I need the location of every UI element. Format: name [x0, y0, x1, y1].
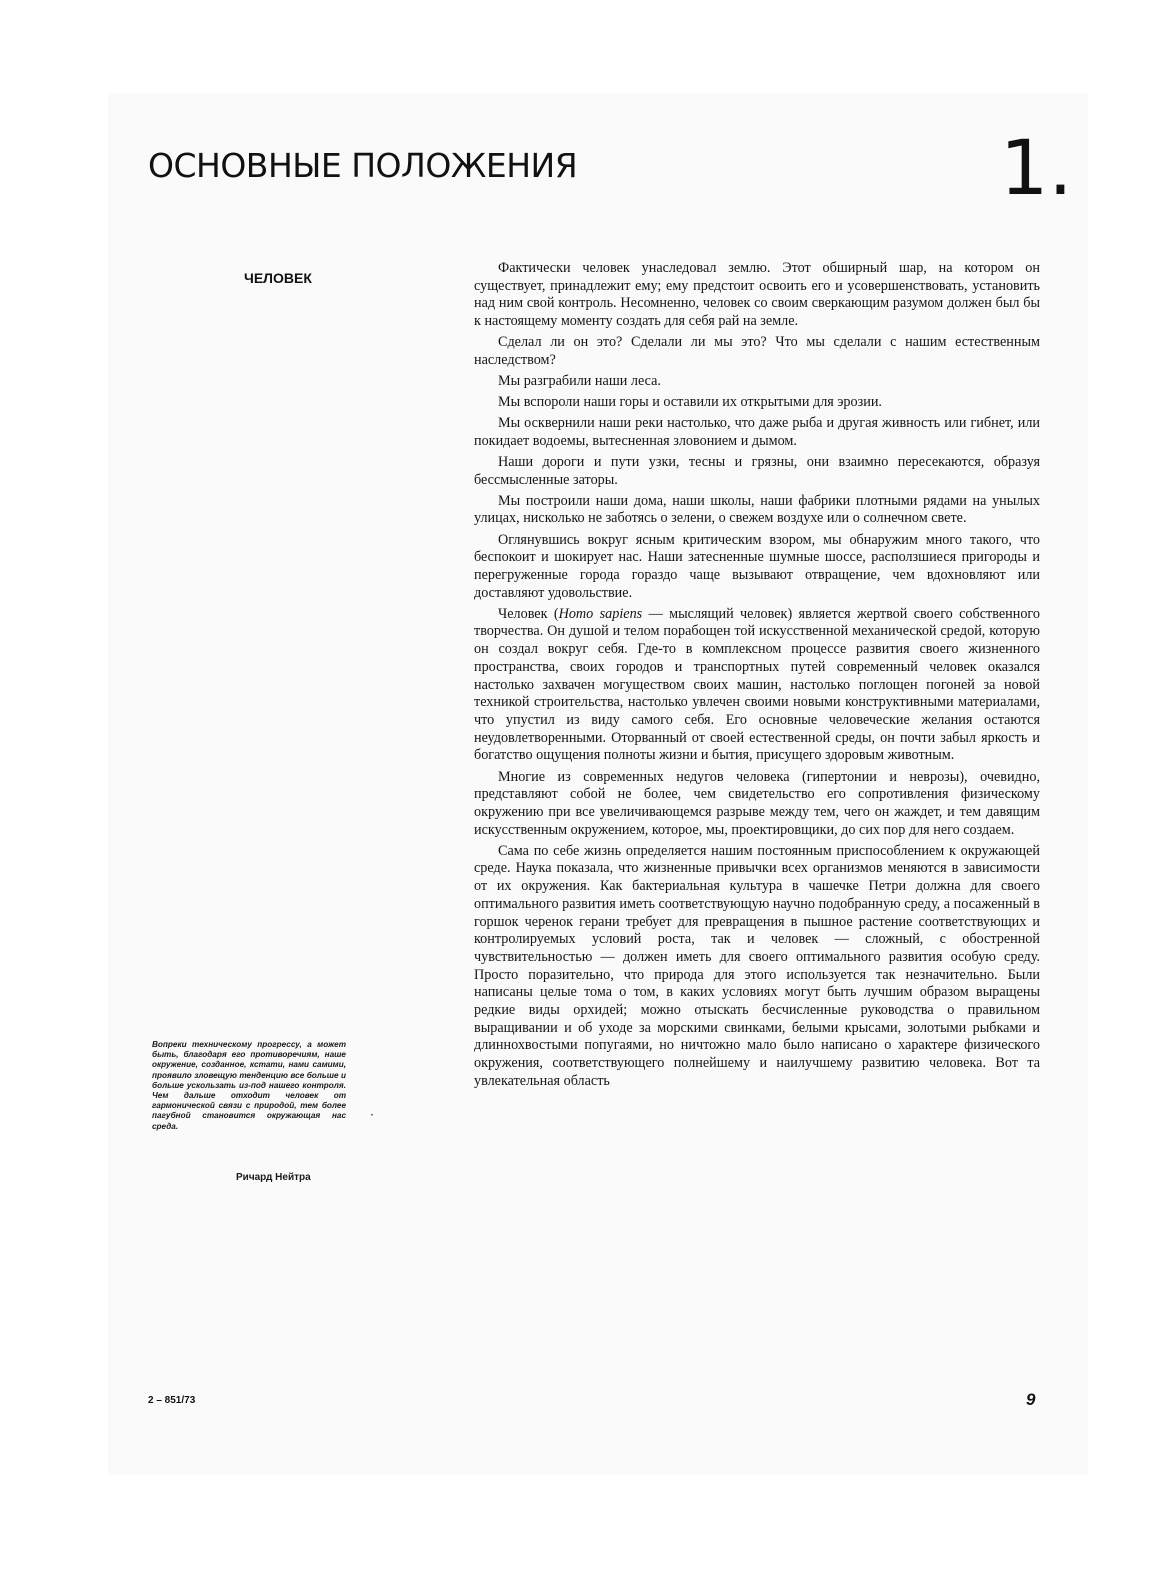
printer-signature: 2 – 851/73: [148, 1395, 196, 1406]
paragraph: Мы осквернили наши реки настолько, что даже рыба и другая живность или гибнет, или покидает водоемы, вытесненная зловонием и дымом.: [474, 415, 1040, 449]
page-number: 9: [1026, 1390, 1036, 1409]
latin-term: Homo sapiens: [558, 605, 643, 622]
paragraph: Наши дороги и пути узки, тесны и грязны, они взаимно пересекаются, образуя бессмысленные заторы.: [474, 453, 1040, 488]
paragraph: Многие из современных недугов человека (гипертонии и неврозы), очевидно, представляют собой не более, чем свидетельство его сопротивления физическому окружению при все увеличивающемся разрыве между тем, чего он жаждет, и тем давящим искусственным окружением, которое, мы, проектировщики, до сих пор для него создаем.: [474, 768, 1040, 838]
margin-mark: ·: [370, 1108, 374, 1122]
paragraph: Фактически человек унаследовал землю. Этот обширный шар, на котором он существует, принадлежит ему; ему предстоит освоить его и усовершенствовать, установить над ним свой контроль. Несомненно, человек со своим сверкающим разумом должен был бы к настоящему моменту создать для себя рай на земле.: [474, 260, 1040, 330]
paragraph: [474, 606, 1040, 765]
paragraph-text: Человек (: [498, 605, 559, 622]
paragraph: Мы построили наши дома, наши школы, наши фабрики плотными рядами на унылых улицах, нисколько не заботясь о зелени, о свежем воздухе или о солнечном свете.: [474, 492, 1040, 527]
epigraph-author: Ричард Нейтра: [236, 1172, 311, 1183]
paragraph: Сделал ли он это? Сделали ли мы это? Что мы сделали с нашим естественным наследством?: [474, 334, 1040, 368]
section-heading: ЧЕЛОВЕК: [244, 270, 312, 286]
paragraph: Мы вспороли наши горы и оставили их открытыми для эрозии.: [498, 394, 882, 411]
epigraph-quote: Вопреки техническому прогрессу, а может быть, благодаря его противоречиям, наше окружение, созданное, кстати, нами самими, проявило зловещую тенденцию все больше и больше ускользать из-под нашего контроля. Чем дальше отходит человек от гармонической связи с природой, тем более пагубной становится окружающая нас среда.: [152, 1040, 346, 1131]
chapter-title: ОСНОВНЫЕ ПОЛОЖЕНИЯ: [148, 146, 578, 185]
main-text-column: [474, 260, 1040, 1094]
paragraph: Мы разграбили наши леса.: [498, 373, 661, 389]
paragraph-text: — мыслящий человек) является жертвой своего собственного творчества. Он душой и телом порабощен той искусственной механической средой, которую он создал вокруг себя. Где-то в комплексном процессе развития своего жизненного пространства, своих городов и транспортных путей современный человек оказался настолько захвачен могуществом своих машин, настолько поглощен погоней за новой техникой строительства, настолько увлечен своими новыми конструктивными материалами, что упустил из виду самого себя. Его основные человеческие желания остаются неудовлетворенными. Оторванный от своей естественной среды, он почти забыл яркость и богатство ощущения полноты жизни и бытия, присущего здоровым животным.: [474, 605, 1040, 764]
chapter-number: 1.: [1000, 123, 1073, 212]
paragraph: Сама по себе жизнь определяется нашим постоянным приспособлением к окружающей среде. Наука показала, что жизненные привычки всех организмов меняются в зависимости от их окружения. Как бактериальная культура в чашечке Петри должна для своего оптимального развития иметь соответствующую научно подобранную среду, а посаженный в горшок черенок герани требует для превращения в пышное растение соответствующих и контролируемых условий роста, так и человек — сложный, с обостренной чувствительностью — должен иметь для своего оптимального развития особую среду. Просто поразительно, что природа для этого используется так незначительно. Были написаны целые тома о том, в каких условиях могут быть лучшим образом выращены редкие виды орхидей; можно отыскать бесчисленные руководства о правильном выращивании и об уходе за морскими свинками, белыми крысами, золотыми рыбками и длиннохвостыми попугаями, но ничтожно мало было написано о характере физического окружения, соответствующего полнейшему и наилучшему развитию человека. Вот та увлекательная область: [474, 842, 1040, 1089]
paragraph: Оглянувшись вокруг ясным критическим взором, мы обнаружим много такого, что беспокоит и шокирует нас. Наши затесненные шумные шоссе, расползшиеся пригороды и перегруженные города гораздо чаще вызывают отвращение, чем вдохновляют или доставляют удовольствие.: [474, 531, 1040, 601]
